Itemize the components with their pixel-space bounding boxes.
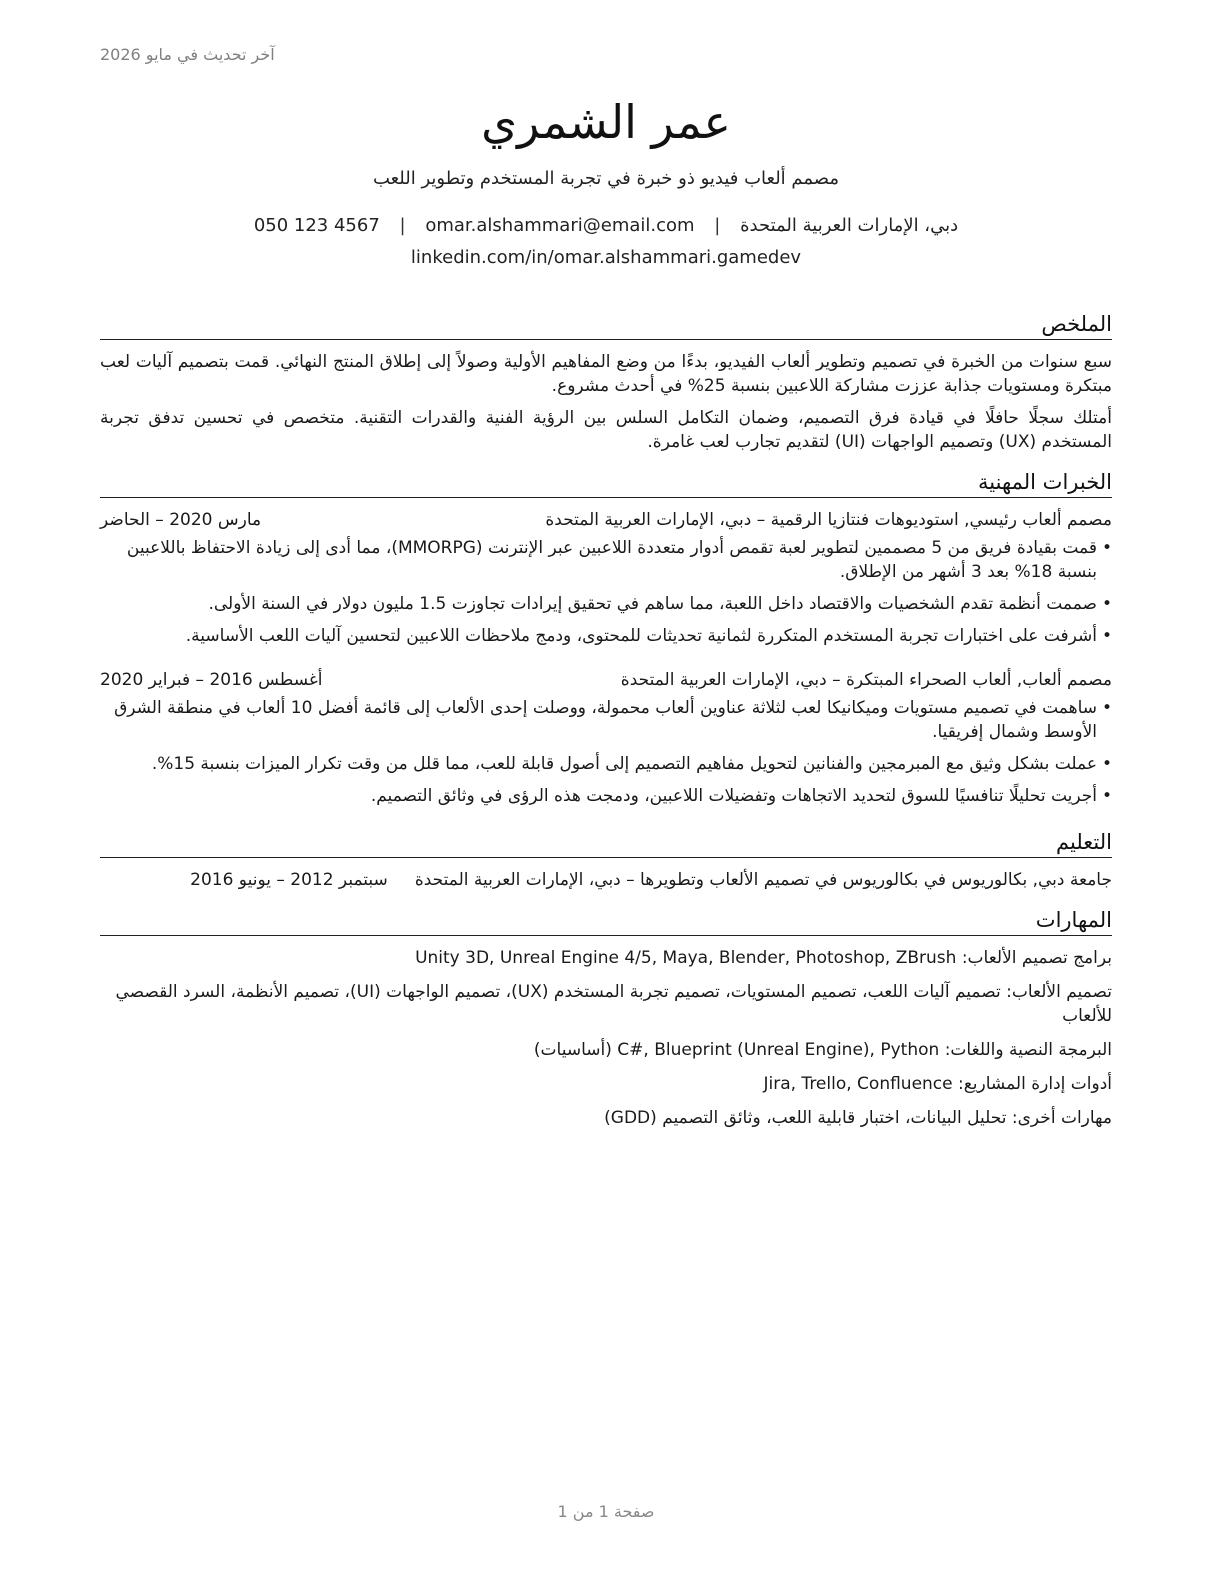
skill-label: تصميم الألعاب: (1006, 982, 1112, 1002)
contact-location: دبي، الإمارات العربية المتحدة (740, 215, 959, 236)
job-bullet: • أشرفت على اختبارات تجربة المستخدم المتكررة لثمانية تحديثات للمحتوى، ودمج ملاحظات اللاعبين لتحسين آليات اللعب الأساسية. (185, 626, 1112, 646)
job-dates: أغسطس 2016 – فبراير 2020 (100, 670, 323, 690)
contact-phone: 050 123 4567 (253, 215, 380, 236)
skill-value: تصميم آليات اللعب، تصميم المستويات، تصميم تجربة المستخدم (UX)، تصميم الواجهات (UI)، تصميم الأنظمة، السرد القصصي للألعاب (115, 982, 1112, 1026)
job-bullet: • ساهمت في تصميم مستويات وميكانيكا لعب لثلاثة عناوين ألعاب محمولة، ووصلت إحدى الألعاب إلى قائمة أفضل 10 ألعاب في منطقة الشرق الأوسط وشمال إفريقيا. (114, 698, 1112, 742)
contact-line (100, 212, 1112, 240)
skill-label: مهارات أخرى: (1011, 1108, 1112, 1128)
skill-line (100, 1106, 1112, 1130)
skill-line (100, 980, 1112, 1028)
skill-label: البرمجة النصية واللغات: (944, 1040, 1112, 1060)
job-bullet: • أجريت تحليلًا تنافسيًا للسوق لتحديد الاتجاهات وتفضيلات اللاعبين، ودمجت هذه الرؤى في وثائق التصميم. (370, 786, 1112, 806)
experience-section (100, 468, 1112, 808)
job-entry (100, 668, 1112, 808)
skill-label: أدوات إدارة المشاريع: (958, 1074, 1112, 1094)
job-bullet: • قمت بقيادة فريق من 5 مصممين لتطوير لعبة تقمص أدوار متعددة اللاعبين عبر الإنترنت (MMORPG)، مما أدى إلى زيادة الاحتفاظ باللاعبين بنسبة 18% بعد 3 أشهر من الإطلاق. (126, 538, 1112, 582)
skill-value: Unity 3D, Unreal Engine 4/5, Maya, Blender, Photoshop, ZBrush (415, 948, 957, 968)
skill-line (100, 946, 1112, 970)
skill-value: Jira, Trello, Confluence (763, 1074, 953, 1094)
resume-header (100, 92, 1112, 272)
skill-label: برامج تصميم الألعاب: (961, 948, 1112, 968)
section-heading-summary: الملخص (100, 310, 1112, 340)
job-bullet: • صممت أنظمة تقدم الشخصيات والاقتصاد داخل اللعبة، مما ساهم في تحقيق إيرادات تجاوزت 1.5 مليون دولار في السنة الأولى. (208, 594, 1112, 614)
bullet-dot: • (1101, 626, 1112, 646)
job-header (100, 668, 1112, 692)
job-dates: مارس 2020 – الحاضر (100, 510, 262, 530)
education-section (100, 828, 1112, 892)
section-heading-skills: المهارات (100, 906, 1112, 936)
skills-section (100, 906, 1112, 1130)
last-updated-note: آخر تحديث في مايو 2026 (100, 45, 275, 64)
skill-value: تحليل البيانات، اختبار قابلية اللعب، وثائق التصميم (GDD) (604, 1108, 1007, 1128)
bullet-dot: • (1101, 594, 1112, 614)
job-bullets (100, 536, 1112, 648)
skill-value: C#, Blueprint (Unreal Engine), Python (أساسيات) (533, 1040, 940, 1060)
bullet-dot: • (1101, 754, 1112, 774)
section-heading-experience: الخبرات المهنية (100, 468, 1112, 498)
summary-section (100, 310, 1112, 454)
bullet-dot: • (1101, 538, 1112, 558)
summary-paragraph: أمتلك سجلًا حافلًا في قيادة فرق التصميم، وضمان التكامل السلس بين الرؤية الفنية والقدرات التقنية. متخصص في تحسين تدفق تجربة المستخدم (UX) وتصميم الواجهات (UI) لتقديم تجارب لعب غامرة. (100, 408, 1112, 452)
resume-page (100, 0, 1112, 1584)
job-entry (100, 508, 1112, 648)
contact-separator: | (714, 215, 721, 236)
education-entry (100, 868, 1112, 892)
education-dates: سبتمبر 2012 – يونيو 2016 (190, 870, 388, 890)
job-header (100, 508, 1112, 532)
job-bullets (100, 696, 1112, 808)
bullet-dot: • (1101, 786, 1112, 806)
skill-line (100, 1038, 1112, 1062)
section-heading-education: التعليم (100, 828, 1112, 858)
job-role: مصمم ألعاب, ألعاب الصحراء المبتكرة – دبي، الإمارات العربية المتحدة (620, 670, 1112, 690)
job-role: مصمم ألعاب رئيسي, استوديوهات فنتازيا الرقمية – دبي، الإمارات العربية المتحدة (545, 510, 1112, 530)
contact-email[interactable]: omar.alshammari@email.com (425, 215, 695, 236)
summary-paragraph: سبع سنوات من الخبرة في تصميم وتطوير ألعاب الفيديو، بدءًا من وضع المفاهيم الأولية وصولاً إلى إطلاق المنتج النهائي. قمت بتصميم آليات لعب مبتكرة ومستويات جذابة عززت مشاركة اللاعبين بنسبة 25% في أحدث مشروع. (100, 352, 1112, 396)
contact-separator: | (399, 215, 406, 236)
education-degree: جامعة دبي, بكالوريوس في بكالوريوس في تصميم الألعاب وتطويرها – دبي، الإمارات العربية المتحدة (414, 870, 1112, 890)
candidate-name: عمر الشمري (481, 95, 731, 149)
skill-line (100, 1072, 1112, 1096)
page-number-footer: صفحة 1 من 1 (557, 1502, 655, 1521)
contact-linkedin[interactable]: linkedin.com/in/omar.alshammari.gamedev (410, 247, 802, 268)
resume-content (100, 310, 1112, 1144)
job-bullet: • عملت بشكل وثيق مع المبرمجين والفنانين لتحويل مفاهيم التصميم إلى أصول قابلة للعب، مما قلل من وقت تكرار الميزات بنسبة 15%. (151, 754, 1112, 774)
candidate-title: مصمم ألعاب فيديو ذو خبرة في تجربة المستخدم وتطوير اللعب (372, 168, 840, 189)
bullet-dot: • (1101, 698, 1112, 718)
